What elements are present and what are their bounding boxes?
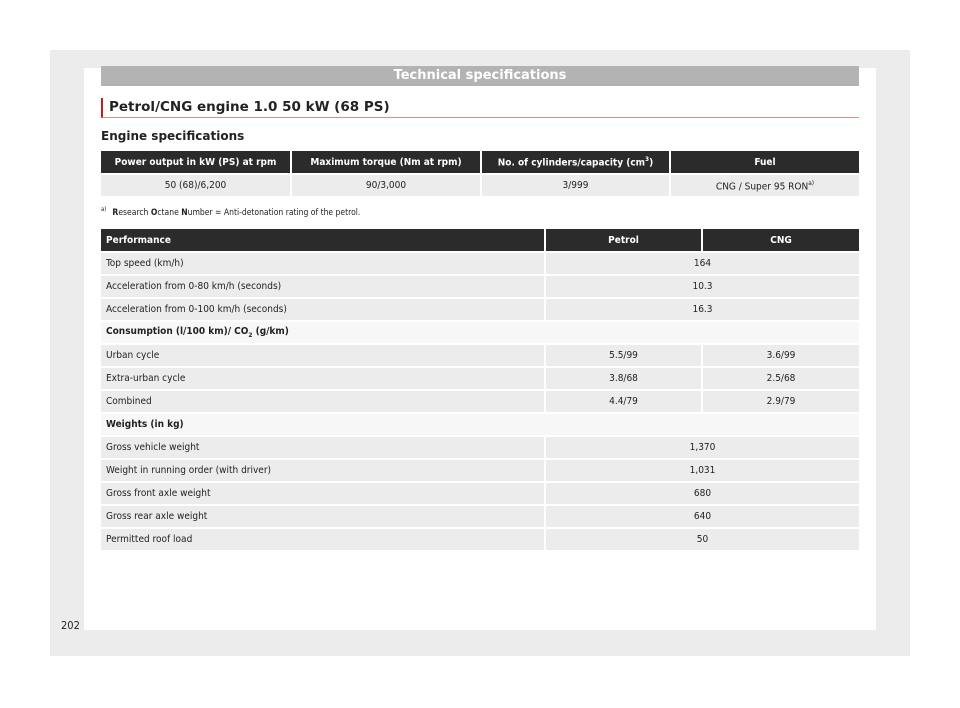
torque-column-header: Maximum torque (Nm at rpm) [291, 151, 481, 174]
engine-specifications-heading: Engine specifications [101, 129, 245, 143]
table-row: Urban cycle 5.5/99 3.6/99 [101, 344, 859, 367]
section-header: Technical specifications [101, 66, 859, 86]
engine-specifications-table [101, 151, 859, 196]
page-number: 202 [61, 619, 80, 632]
table-row: Permitted roof load 50 [101, 528, 859, 550]
table-header-row [101, 151, 859, 174]
fuel-column-header: Fuel [670, 151, 859, 174]
power-column-header: Power output in kW (PS) at rpm [101, 151, 291, 174]
footnote-marker: a) [101, 206, 107, 213]
table-row: Weight in running order (with driver) 1,031 [101, 459, 859, 482]
table-row: Combined 4.4/79 2.9/79 [101, 390, 859, 413]
footnote: $^{a)}$ Research Octane Number = Anti-detonation rating of the petrol. [101, 206, 361, 218]
petrol-column-header: Petrol [545, 229, 702, 252]
weights-group-row: Weights (in kg) [101, 413, 859, 436]
table-row: Gross rear axle weight 640 [101, 505, 859, 528]
fuel-value: CNG / Super 95 RON$^{a)}$ [670, 174, 859, 196]
table-row: Top speed (km/h) 164 [101, 252, 859, 275]
table-row: Gross vehicle weight 1,370 [101, 436, 859, 459]
table-header-row [101, 229, 859, 252]
table-row: Extra-urban cycle 3.8/68 2.5/68 [101, 367, 859, 390]
table-row [101, 174, 859, 196]
page-title: Petrol/CNG engine 1.0 50 kW (68 PS) [101, 98, 859, 118]
consumption-group-row: Consumption (l/100 km)/ $CO_2$ (g/km) [101, 321, 859, 344]
performance-table [101, 229, 859, 550]
table-row: Gross front axle weight 680 [101, 482, 859, 505]
table-row: Acceleration from 0-80 km/h (seconds) 10.3 [101, 275, 859, 298]
cylinders-value: 3/999 [481, 174, 670, 196]
power-value: 50 (68)/6,200 [101, 174, 291, 196]
torque-value: 90/3,000 [291, 174, 481, 196]
table-row: Acceleration from 0-100 km/h (seconds) 16.3 [101, 298, 859, 321]
cylinders-column-header: No. of cylinders/capacity $(cm^3)$ [481, 151, 670, 174]
performance-column-header: Performance [101, 229, 545, 252]
cng-column-header: CNG [702, 229, 859, 252]
